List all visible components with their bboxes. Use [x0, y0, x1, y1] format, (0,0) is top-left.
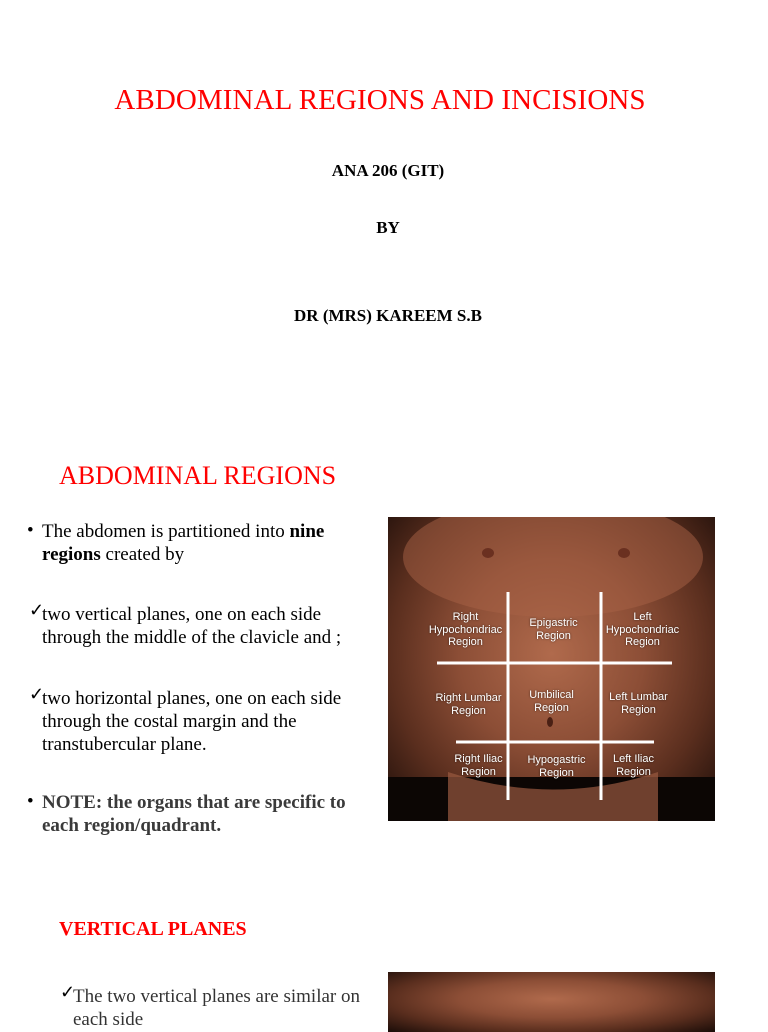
course-code: ANA 206 (GIT) [331, 161, 445, 180]
by-label: BY [376, 218, 400, 237]
section-title-abdominal-regions: ABDOMINAL REGIONS [59, 461, 337, 490]
abdomen-image-partial [388, 972, 715, 1032]
note-paragraph: NOTE: the organs that are specific to each region/quadrant. [42, 792, 346, 836]
region-label: Left Iliac Region [613, 753, 654, 778]
author-name: DR (MRS) KAREEM S.B [294, 306, 482, 325]
region-label: Hypogastric Region [527, 754, 586, 779]
region-label: Left Lumbar Region [609, 691, 668, 716]
vertical-planes-text: The two vertical planes are similar on each side [73, 986, 361, 1030]
abdomen-regions-image [388, 517, 715, 821]
horizontal-text: two horizontal planes, one on each side through the costal margin and the transtubercular plane [42, 688, 342, 755]
intro-bold: nine regions [42, 521, 325, 565]
region-label: Left Hypochondriac Region [605, 611, 680, 648]
region-label: Umbilical Region [529, 689, 574, 714]
checkmark-icon: ✓ [29, 684, 45, 704]
bullet-icon: • [27, 791, 34, 812]
section-title-vertical-planes: VERTICAL PLANES [59, 918, 247, 940]
checkmark-icon: ✓ [60, 982, 76, 1002]
intro-tail: created by [100, 544, 185, 565]
checkmark-icon: ✓ [29, 600, 45, 620]
region-label: Right Iliac Region [454, 753, 503, 778]
bullet-icon: • [27, 520, 34, 541]
vertical-planes-paragraph: two vertical planes, one on each side through the middle of the clavicle and ; [42, 604, 342, 648]
region-label: Right Lumbar Region [435, 692, 502, 717]
slide-title: ABDOMINAL REGIONS AND INCISIONS [114, 84, 646, 116]
horizontal-planes-paragraph [42, 687, 377, 756]
intro-text: The abdomen is partitioned into [42, 521, 290, 542]
horizontal-tail: . [201, 734, 207, 755]
region-label: Right Hypochondriac Region [428, 611, 503, 648]
intro-paragraph [42, 520, 377, 566]
region-label: Epigastric Region [529, 617, 578, 642]
